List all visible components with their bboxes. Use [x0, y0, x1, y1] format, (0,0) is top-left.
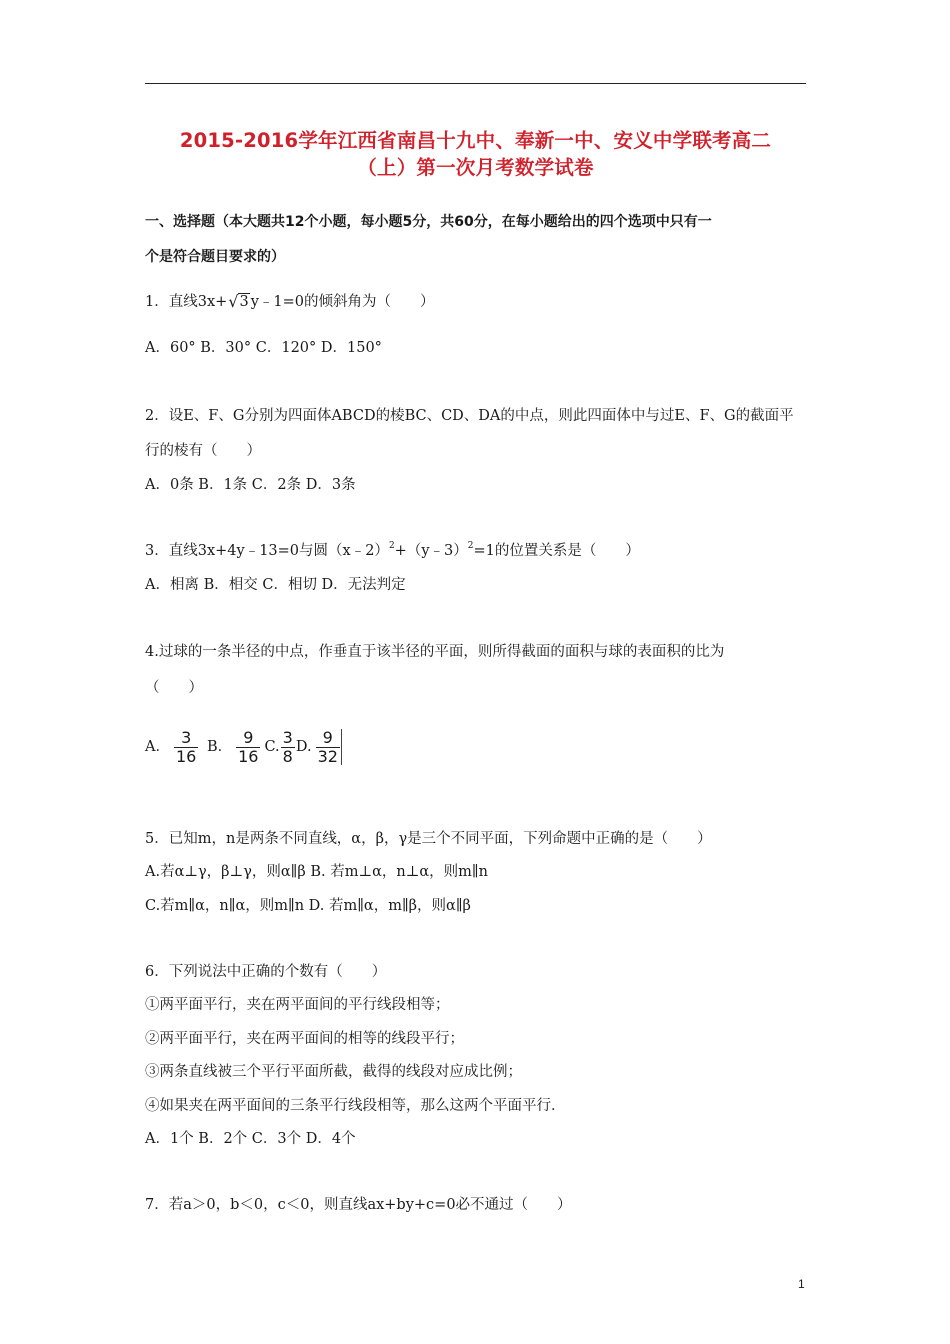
fraction-numerator: 3 [282, 727, 293, 747]
question-1-stem [145, 292, 435, 312]
fraction-denominator: 8 [282, 746, 293, 766]
fraction-numerator: 3 [174, 729, 198, 748]
question-5-stem: 5．已知m，n是两条不同直线，α，β，γ是三个不同平面，下列命题中正确的是（ ） [145, 831, 712, 847]
question-4-options [145, 727, 342, 767]
page-number: 1 [798, 1277, 805, 1291]
q3-stem-c: =1的位置关系是（ ） [473, 543, 640, 559]
question-1-options: A．60° B．30° C．120° D．150° [145, 340, 382, 356]
question-7-stem: 7．若a＞0，b＜0，c＜0，则直线ax+by+c=0必不通过（ ） [145, 1197, 572, 1213]
section-heading-line-2: 个是符合题目要求的） [145, 249, 285, 265]
question-2-stem-line-1: 2．设E、F、G分别为四面体ABCD的棱BC、CD、DA的中点，则此四面体中与过E、F、G的截面平 [145, 408, 794, 424]
header-rule [145, 83, 806, 84]
fraction-numerator: 9 [236, 729, 260, 748]
sqrt-radicand: 3 [239, 294, 249, 310]
fraction-edge-line [341, 729, 342, 765]
question-4-stem-line-1: 4.过球的一条半径的中点，作垂直于该半径的平面，则所得截面的面积与球的表面积的比为 [145, 644, 725, 660]
q1-stem-before: 1．直线3x+ [145, 294, 228, 310]
question-6-item-4: ④如果夹在两平面间的三条平行线段相等，那么这两个平面平行． [145, 1098, 566, 1114]
q1-stem-after: y﹣1=0的倾斜角为（ ） [250, 294, 435, 310]
q3-stem-a: 3．直线3x+4y﹣13=0与圆（x﹣2） [145, 543, 389, 559]
q4-option-b-label: B． [206, 739, 233, 755]
q4-option-d-fraction [316, 729, 340, 766]
question-4-stem-line-2: （ ） [145, 680, 203, 696]
q4-option-b-fraction [236, 729, 260, 766]
question-3-options: A．相离 B．相交 C．相切 D．无法判定 [145, 577, 406, 593]
question-6-options: A．1个 B．2个 C．3个 D．4个 [145, 1131, 356, 1147]
question-6-stem: 6．下列说法中正确的个数有（ ） [145, 964, 387, 980]
question-5-options-line-2: C.若m∥α，n∥α，则m∥n D. 若m∥α，m∥β，则α∥β [145, 898, 471, 914]
q4-option-c-label: C. [264, 739, 280, 755]
q3-exponent-2: 2 [467, 541, 474, 551]
exam-title-line-2: （上）第一次月考数学试卷 [357, 156, 594, 179]
question-5-options-line-1: A.若α⊥γ，β⊥γ，则α∥β B. 若m⊥α，n⊥α，则m∥n [145, 864, 488, 880]
fraction-denominator: 32 [317, 746, 338, 766]
sqrt-expression [228, 292, 249, 312]
q3-stem-b: +（y﹣3） [394, 543, 468, 559]
question-6-item-3: ③两条直线被三个平行平面所截，截得的线段对应成比例； [145, 1064, 522, 1080]
radical-sign: √ [228, 292, 239, 311]
q4-option-c-fraction [281, 729, 295, 766]
question-6-item-1: ①两平面平行，夹在两平面间的平行线段相等； [145, 997, 450, 1013]
q4-option-d-label: D. [295, 739, 312, 755]
question-2-options: A．0条 B．1条 C．2条 D．3条 [145, 477, 356, 493]
exam-title-line-1: 2015-2016学年江西省南昌十九中、奉新一中、安义中学联考高二 [179, 129, 772, 152]
q4-option-a-fraction [174, 729, 198, 766]
fraction-numerator: 9 [316, 729, 340, 748]
question-2-stem-line-2: 行的棱有（ ） [145, 443, 261, 459]
q4-option-a-label: A． [145, 739, 170, 755]
question-3-stem [145, 541, 640, 561]
section-heading-line-1: 一、选择题（本大题共12个小题，每小题5分，共60分，在每小题给出的四个选项中只有一 [145, 214, 712, 230]
fraction-denominator: 16 [238, 746, 259, 766]
fraction-denominator: 16 [175, 746, 197, 766]
q3-exponent-1: 2 [388, 541, 395, 551]
question-6-item-2: ②两平面平行，夹在两平面间的相等的线段平行； [145, 1031, 464, 1047]
